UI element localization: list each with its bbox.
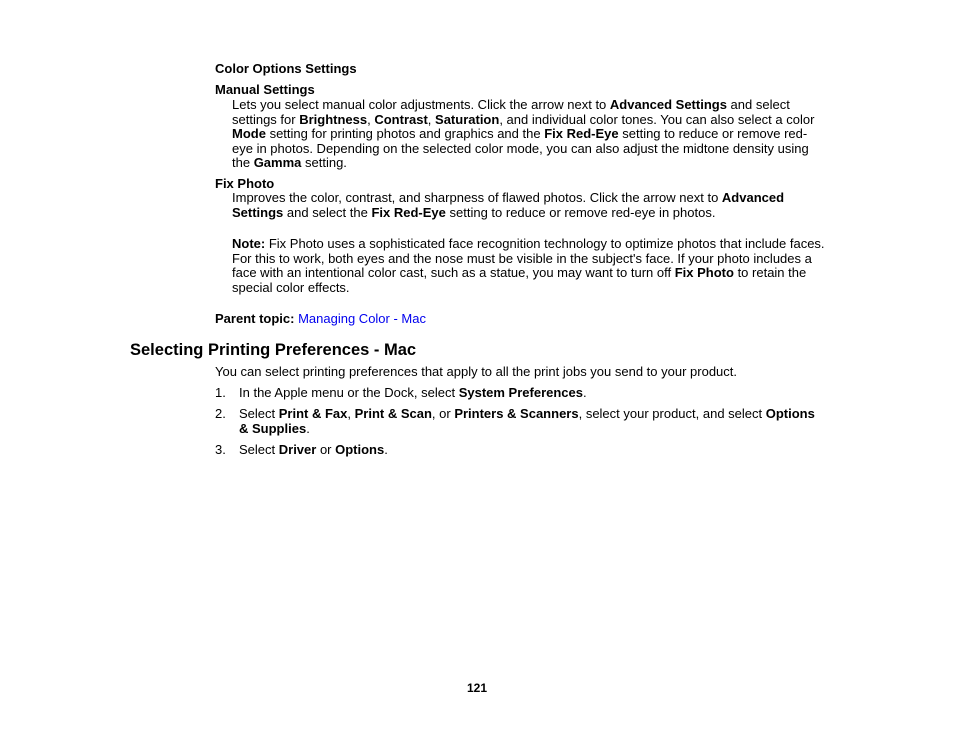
- step-text: [239, 407, 827, 436]
- text-run: setting.: [301, 155, 347, 171]
- step-number: 2.: [215, 406, 226, 421]
- text-run: Select: [239, 442, 279, 457]
- bold-gamma: Gamma: [253, 155, 302, 171]
- text-run: ,: [367, 111, 375, 127]
- manual-settings-description: [232, 98, 826, 171]
- section-title-selecting-printing-preferences: Selecting Printing Preferences - Mac: [130, 341, 417, 359]
- selecting-intro: You can select printing preferences that apply to all the print jobs you send to your product.: [215, 364, 738, 379]
- bold-fix-red-eye: Fix Red-Eye: [544, 126, 619, 142]
- bold-print-fax: Print & Fax: [278, 406, 348, 421]
- text-run: setting to reduce or remove red-eye in photos.: [445, 204, 716, 220]
- text-run: ,: [347, 406, 355, 421]
- text-run: , and individual color tones. You can also select a color: [499, 111, 815, 127]
- text-run: or: [316, 442, 336, 457]
- text-run: In the Apple menu or the Dock, select: [239, 385, 459, 400]
- parent-topic-label: Parent topic:: [215, 311, 295, 326]
- text-run: Select: [239, 406, 279, 421]
- text-run: Improves the color, contrast, and sharpness of flawed photos. Click the arrow next to: [232, 190, 722, 205]
- parent-topic-link[interactable]: Managing Color - Mac: [298, 311, 426, 326]
- term-manual-settings: Manual Settings: [215, 82, 315, 97]
- text-run: .: [583, 385, 587, 400]
- text-run: , select your product, and select: [578, 406, 766, 421]
- step-text: [239, 443, 827, 458]
- bold-options: Options: [335, 442, 385, 457]
- text-run: ,: [427, 111, 436, 127]
- bold-advanced-settings: Advanced Settings: [232, 190, 785, 220]
- text-run: to retain the special color effects.: [232, 265, 807, 295]
- text-run: Lets you select manual color adjustments. Click the arrow next to: [232, 97, 610, 112]
- bold-fix-photo: Fix Photo: [674, 265, 734, 281]
- term-fix-photo: Fix Photo: [215, 176, 275, 191]
- section-heading-color-options: Color Options Settings: [215, 61, 357, 76]
- fix-photo-description: [232, 191, 826, 220]
- step-item: [215, 386, 827, 401]
- text-run: setting for printing photos and graphics and the: [265, 126, 545, 142]
- step-item: [215, 443, 827, 458]
- bold-advanced-settings: Advanced Settings: [609, 97, 727, 112]
- text-run: Fix Photo uses a sophisticated face recognition technology to optimize photos that include faces. For this to work, both eyes and the nose must be visible in the subject's face. If your photo includes a face with an intentional color cast, such as a statue, you may want to turn off: [232, 236, 825, 281]
- bold-fix-red-eye: Fix Red-Eye: [371, 204, 446, 220]
- bold-contrast: Contrast: [374, 111, 428, 127]
- bold-mode: Mode: [232, 126, 266, 142]
- bold-saturation: Saturation: [435, 111, 500, 127]
- text-run: , or: [431, 406, 455, 421]
- fix-photo-note: [232, 237, 826, 295]
- bold-driver: Driver: [278, 442, 317, 457]
- parent-topic: [215, 312, 426, 327]
- bold-print-scan: Print & Scan: [354, 406, 432, 421]
- step-item: [215, 407, 827, 436]
- text-run: .: [384, 442, 388, 457]
- text-run: and select settings for: [232, 97, 790, 127]
- bold-system-preferences: System Preferences: [458, 385, 583, 400]
- note-label: Note:: [232, 236, 266, 251]
- page-number: 121: [466, 681, 488, 695]
- bold-brightness: Brightness: [299, 111, 368, 127]
- bold-options-supplies: Options & Supplies: [239, 406, 815, 436]
- step-text: [239, 386, 827, 401]
- text-run: and select the: [283, 204, 372, 220]
- bold-printers-scanners: Printers & Scanners: [454, 406, 579, 421]
- text-run: setting to reduce or remove red-eye in photos. Depending on the selected color mode, you can also adjust the midtone density using the: [232, 126, 809, 171]
- step-number: 3.: [215, 442, 226, 457]
- text-run: .: [306, 420, 310, 436]
- step-number: 1.: [215, 385, 226, 400]
